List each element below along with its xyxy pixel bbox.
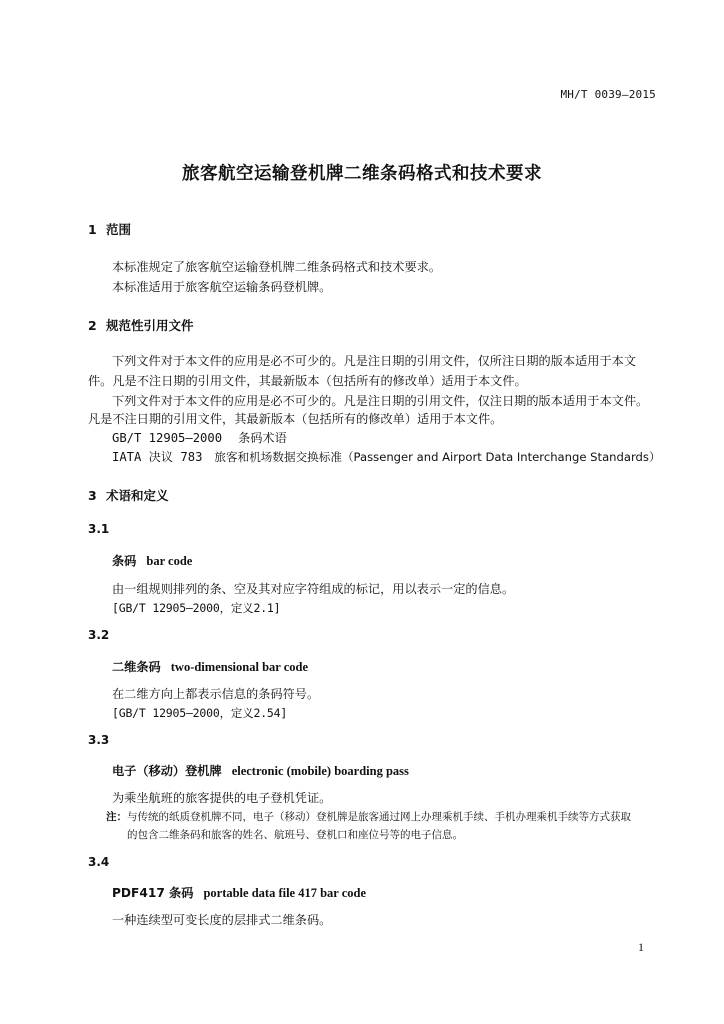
- reference-title: 条码术语: [238, 431, 287, 445]
- references-paragraph-1-line-1: 下列文件对于本文件的应用是必不可少的。凡是注日期的引用文件，仅所注日期的版本适用于本文: [112, 354, 637, 368]
- section-3-heading: [88, 486, 169, 504]
- term-zh: 条码: [112, 554, 137, 568]
- term-definition: 一种连续型可变长度的层排式二维条码。: [112, 913, 332, 927]
- reference-item-1: [112, 429, 287, 446]
- scope-paragraph-2: 本标准适用于旅客航空运输条码登机牌。: [112, 280, 332, 294]
- term-en: bar code: [146, 554, 193, 568]
- reference-code: GB/T 12905—2000: [112, 431, 223, 445]
- term-heading: [112, 884, 366, 901]
- references-paragraph-2-line-2: 凡是不注日期的引用文件，其最新版本（包括所有的修改单）适用于本文件。: [88, 412, 503, 426]
- section-title: 规范性引用文件: [106, 318, 194, 333]
- term-note-line-1: [106, 809, 631, 824]
- standard-code: MH/T 0039—2015: [560, 88, 656, 101]
- term-zh: PDF417 条码: [112, 886, 194, 900]
- term-definition: 由一组规则排列的条、空及其对应字符组成的标记，用以表示一定的信息。: [112, 582, 515, 596]
- term-heading: [112, 762, 409, 779]
- document-title: 旅客航空运输登机牌二维条码格式和技术要求: [182, 164, 542, 184]
- section-2-heading: [88, 316, 194, 334]
- term-heading: [112, 658, 308, 675]
- references-paragraph-1-line-2: 件。凡是不注日期的引用文件，其最新版本（包括所有的修改单）适用于本文件。: [88, 374, 527, 388]
- references-paragraph-2-line-1: 下列文件对于本文件的应用是必不可少的。凡是注日期的引用文件，仅注日期的版本适用于本文件。: [112, 394, 649, 408]
- reference-title: 旅客和机场数据交换标准（Passenger and Airport Data Interchange Standards）: [214, 450, 661, 464]
- term-number: 3.4: [88, 855, 110, 869]
- term-number: 3.2: [88, 628, 110, 642]
- term-definition: 为乘坐航班的旅客提供的电子登机凭证。: [112, 791, 332, 805]
- reference-item-2: [112, 448, 661, 465]
- note-text: 与传统的纸质登机牌不同，电子（移动）登机牌是旅客通过网上办理乘机手续、手机办理乘机手续等方式获取: [127, 811, 631, 823]
- term-definition: 在二维方向上都表示信息的条码符号。: [112, 687, 320, 701]
- term-en: two-dimensional bar code: [170, 660, 309, 674]
- reference-code: IATA 决议 783: [112, 450, 203, 464]
- section-title: 术语和定义: [106, 488, 169, 503]
- section-number: 3: [88, 488, 97, 503]
- term-note-line-2: 的包含二维条码和旅客的姓名、航班号、登机口和座位号等的电子信息。: [127, 829, 463, 841]
- page-number: 1: [638, 940, 644, 954]
- term-en: portable data file 417 bar code: [203, 886, 367, 900]
- term-zh: 电子（移动）登机牌: [112, 764, 222, 778]
- term-number: 3.1: [88, 522, 110, 536]
- section-title: 范围: [106, 222, 132, 237]
- term-zh: 二维条码: [112, 660, 161, 674]
- section-number: 1: [88, 222, 97, 237]
- term-source: [GB/T 12905—2000，定义2.54]: [112, 706, 288, 720]
- note-label: 注：: [106, 811, 127, 823]
- term-source: [GB/T 12905—2000，定义2.1]: [112, 601, 281, 615]
- section-number: 2: [88, 318, 97, 333]
- term-en: electronic (mobile) boarding pass: [231, 764, 409, 778]
- term-number: 3.3: [88, 733, 110, 747]
- section-1-heading: [88, 220, 131, 238]
- term-heading: [112, 552, 192, 569]
- scope-paragraph-1: 本标准规定了旅客航空运输登机牌二维条码格式和技术要求。: [112, 260, 442, 274]
